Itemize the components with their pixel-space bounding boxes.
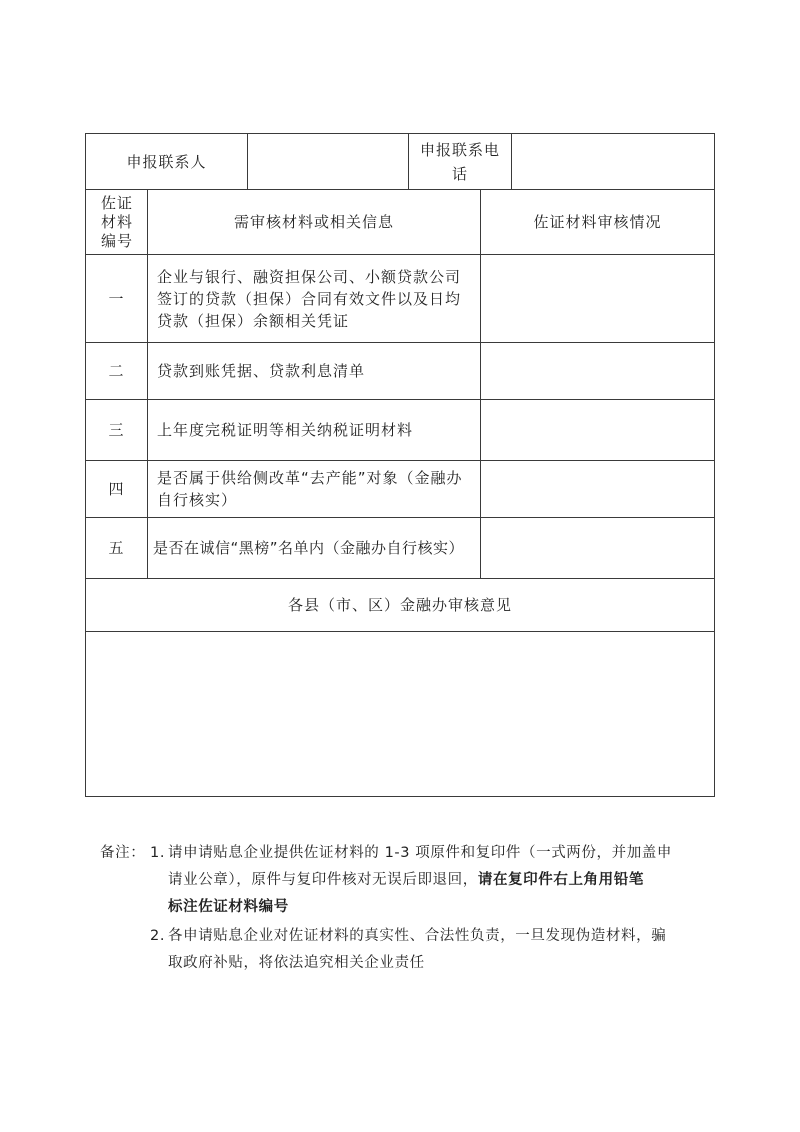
row-review[interactable]	[481, 400, 714, 460]
col-header-review: 佐证材料审核情况	[533, 213, 662, 231]
row-number: 三	[108, 421, 125, 439]
row-number: 二	[108, 362, 125, 380]
note-item-1-line-c	[100, 894, 710, 921]
note-number: 1.	[150, 845, 166, 861]
notes-label: 备注：	[100, 845, 146, 861]
row-material: 上年度完税证明等相关纳税证明材料	[157, 421, 414, 439]
row-material: 是否属于供给侧改革“去产能”对象（金融办自行核实）	[157, 469, 463, 509]
note-emphasis: 标注佐证材料编号	[168, 899, 289, 915]
table-border-bottom	[85, 796, 715, 797]
row-material: 是否在诚信“黑榜”名单内（金融办自行核实）	[153, 539, 465, 557]
note-item-2-line-a	[100, 923, 710, 950]
notes	[100, 840, 710, 977]
opinion-title: 各县（市、区）金融办审核意见	[287, 596, 512, 614]
row-review[interactable]	[481, 518, 714, 578]
col-header-materials: 需审核材料或相关信息	[233, 213, 394, 231]
note-emphasis: 请在复印件右上角用铅笔	[477, 872, 644, 888]
contact-label: 申报联系人	[126, 152, 207, 171]
row-material: 企业与银行、融资担保公司、小额贷款公司签订的贷款（担保）合同有效文件以及日均贷款（担保）余额相关凭证	[157, 267, 462, 330]
note-text: 取政府补贴，将依法追究相关企业责任	[168, 955, 425, 971]
row-review[interactable]	[481, 343, 714, 399]
review-table	[85, 133, 715, 797]
row-review[interactable]	[481, 461, 714, 517]
opinion-content[interactable]	[86, 632, 714, 796]
row-number: 四	[108, 480, 125, 498]
note-item-1-line-a	[100, 840, 710, 867]
note-text: 请申请贴息企业提供佐证材料的 1-3 项原件和复印件（一式两份，并加盖申	[168, 845, 672, 861]
note-text: 请业公章），原件与复印件核对无误后即退回，	[168, 872, 478, 888]
phone-label: 申报联系电话	[419, 140, 500, 183]
note-number: 2.	[150, 928, 166, 944]
note-text: 各申请贴息企业对佐证材料的真实性、合法性负责，一旦发现伪造材料，骗	[168, 928, 667, 944]
phone-value[interactable]	[512, 134, 714, 189]
row-material: 贷款到账凭据、贷款利息清单	[157, 362, 366, 380]
row-number: 一	[108, 289, 125, 308]
col-header-number: 佐证材料编号	[100, 193, 133, 250]
note-item-1-line-b	[100, 867, 710, 894]
row-number: 五	[108, 539, 125, 557]
row-review[interactable]	[481, 255, 714, 342]
table-border-right	[714, 133, 715, 797]
contact-value[interactable]	[248, 134, 408, 189]
note-item-2-line-b	[100, 950, 710, 977]
